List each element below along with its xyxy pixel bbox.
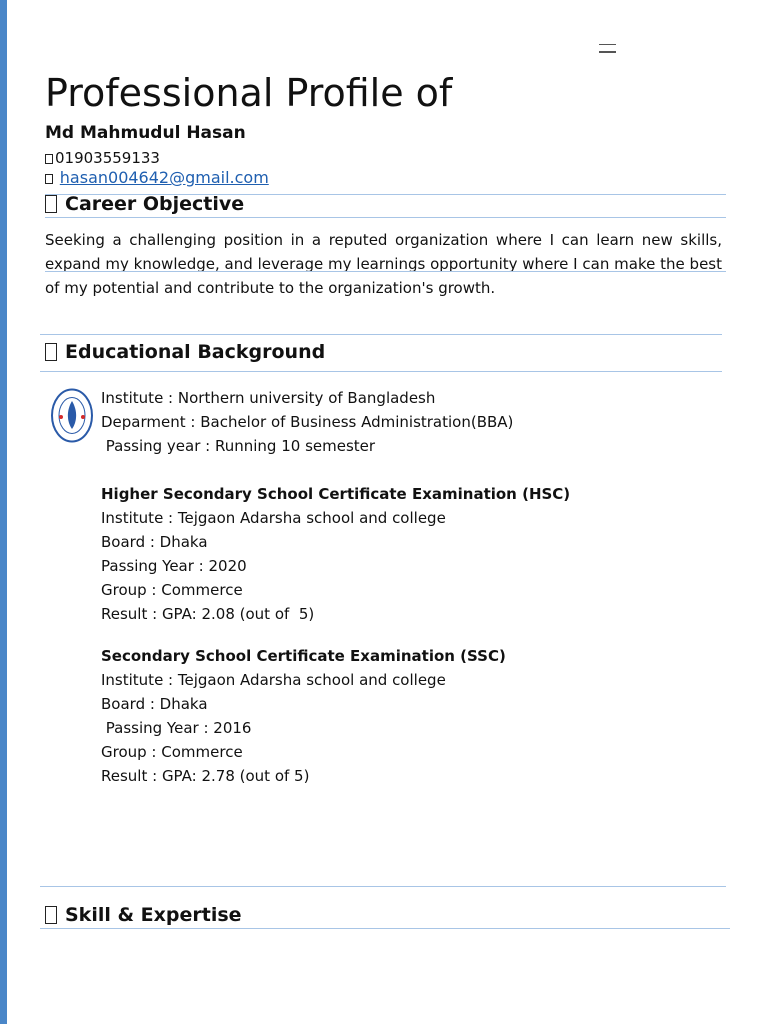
header-mark — [599, 44, 616, 53]
university-passing-year: Passing year : Running 10 semester — [101, 437, 376, 455]
ssc-heading: Secondary School Certificate Examination (SSC) — [101, 647, 506, 665]
skills-heading — [45, 903, 242, 927]
person-name: Md Mahmudul Hasan — [45, 123, 246, 143]
section-icon — [45, 195, 57, 213]
section-heading-label: Skill & Expertise — [65, 904, 242, 926]
hsc-result: Result : GPA: 2.08 (out of 5) — [101, 605, 315, 623]
email-icon — [45, 174, 53, 184]
divider — [40, 928, 730, 929]
page-title: Professional Profile of — [45, 71, 453, 115]
section-heading-label: Career Objective — [65, 193, 245, 215]
hsc-group: Group : Commerce — [101, 581, 243, 599]
education-heading — [45, 340, 325, 364]
divider — [40, 371, 722, 372]
phone-row — [45, 148, 160, 168]
section-icon — [45, 906, 57, 924]
section-icon — [45, 343, 57, 361]
hsc-board: Board : Dhaka — [101, 533, 208, 551]
phone-icon — [45, 154, 53, 164]
ssc-passing-year: Passing Year : 2016 — [101, 719, 252, 737]
divider — [45, 271, 726, 272]
email-row — [45, 168, 269, 188]
career-objective-text: Seeking a challenging position in a reputed organization where I can learn new skills, expand my knowledge, and leverage my learnings opportunity where I can make the best of my potential and contribute to the organization's growth. — [45, 231, 722, 297]
divider — [45, 217, 726, 218]
divider — [40, 886, 726, 887]
ssc-group: Group : Commerce — [101, 743, 243, 761]
career-objective-heading — [45, 192, 244, 216]
ssc-board: Board : Dhaka — [101, 695, 208, 713]
divider — [40, 334, 722, 335]
hsc-heading: Higher Secondary School Certificate Examination (HSC) — [101, 485, 571, 503]
university-institute: Institute : Northern university of Bangladesh — [101, 389, 436, 407]
ssc-result: Result : GPA: 2.78 (out of 5) — [101, 767, 310, 785]
university-logo — [50, 387, 94, 444]
ssc-institute: Institute : Tejgaon Adarsha school and college — [101, 671, 446, 689]
page-margin-bar — [0, 0, 7, 1024]
university-department: Deparment : Bachelor of Business Administration(BBA) — [101, 413, 514, 431]
hsc-institute: Institute : Tejgaon Adarsha school and college — [101, 509, 446, 527]
email-link[interactable]: hasan004642@gmail.com — [59, 168, 269, 187]
section-heading-label: Educational Background — [65, 341, 326, 363]
phone-number: 01903559133 — [55, 149, 160, 167]
hsc-passing-year: Passing Year : 2020 — [101, 557, 247, 575]
